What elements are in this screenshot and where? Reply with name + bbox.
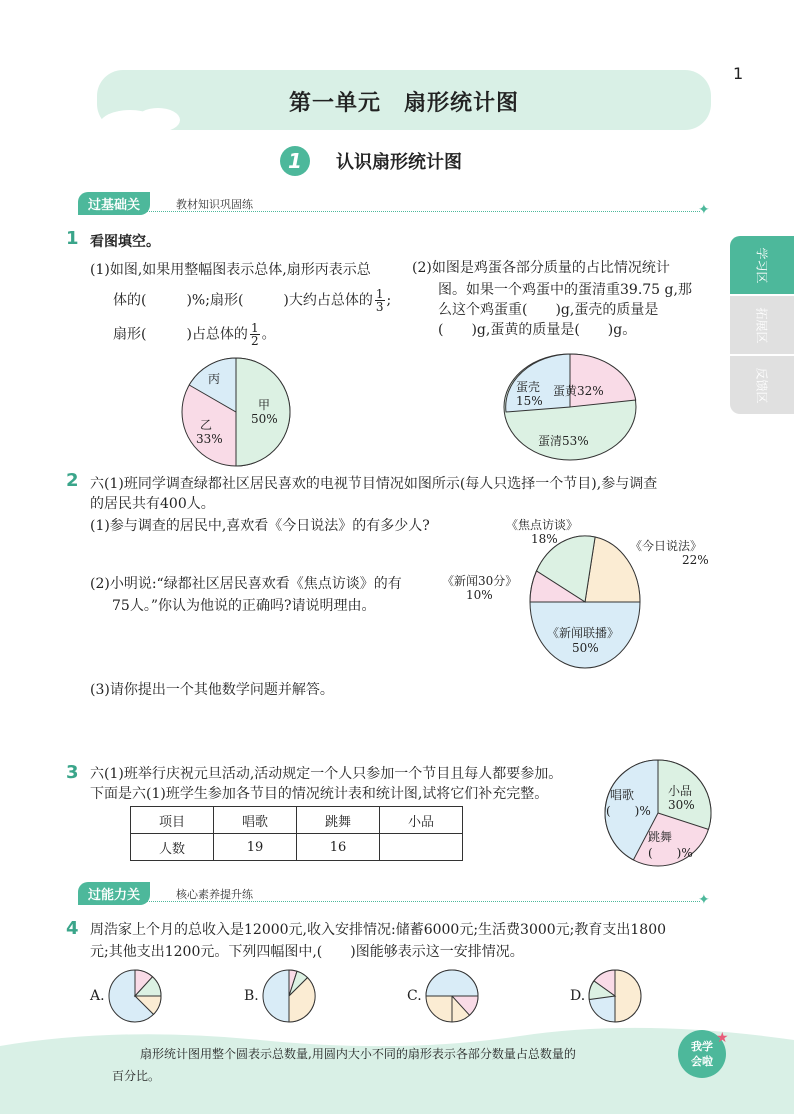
side-tab-feedback[interactable]: 反馈区	[730, 356, 794, 414]
question-number: 3	[66, 762, 79, 783]
q4-line2: 元;其他支出1200元。下列四幅图中,( )图能够表示这一安排情况。	[90, 944, 524, 960]
label-changge-pct: ( )%	[606, 804, 651, 818]
section-subtitle-basic: 教材知识巩固练	[176, 198, 253, 211]
section-subtitle-ability: 核心素养提升练	[176, 888, 253, 901]
table-header-cell: 唱歌	[214, 807, 297, 834]
star-icon: ✦	[698, 202, 710, 218]
label-tiaowu: 跳舞	[648, 830, 673, 844]
side-tab-study[interactable]: 学习区	[730, 236, 794, 294]
fraction-one-third: $\frac{1}{3}$	[375, 287, 384, 314]
stat-table	[130, 806, 463, 861]
table-row	[131, 834, 463, 861]
label-jia: 甲	[258, 398, 271, 412]
q2-sub2-line1: (2)小明说:“绿都社区居民喜欢看《焦点访谈》的有	[90, 576, 402, 592]
label-jinri: 《今日说法》	[630, 539, 703, 553]
table-row-label: 人数	[131, 834, 214, 861]
section-tag-basic: 过基础关	[78, 192, 150, 215]
label-white: 蛋清53%	[538, 434, 589, 448]
q1-part2-line1: (2)如图是鸡蛋各部分质量的占比情况统计	[412, 260, 670, 276]
q1-part2-line4: ( )g,蛋黄的质量是( )g。	[438, 322, 637, 338]
q1-part2-line3: 么这个鸡蛋重( )g,蛋壳的质量是	[438, 302, 659, 318]
table-header-cell: 跳舞	[297, 807, 380, 834]
q2-sub2-line2: 75人。”你认为他说的正确吗?请说明理由。	[112, 598, 376, 614]
label-xiaopin: 小品	[668, 784, 693, 798]
lesson-title: 认识扇形统计图	[336, 152, 462, 173]
table-row	[131, 807, 463, 834]
label-bing: 丙	[208, 372, 221, 386]
question-number: 4	[66, 918, 79, 939]
q1-part1-line3: 扇形( )占总体的 $\frac{1}{2}$ 。	[113, 321, 276, 348]
q2-sub3: (3)请你提出一个其他数学问题并解答。	[90, 682, 334, 698]
q1-part1-line1: (1)如图,如果用整幅图表示总体,扇形丙表示总	[90, 262, 371, 278]
side-tab-extend[interactable]: 拓展区	[730, 296, 794, 354]
label-shell-pct: 15%	[516, 394, 543, 408]
option-a-label[interactable]: A.	[90, 988, 105, 1004]
q1-part2-line2: 图。如果一个鸡蛋中的蛋清重39.75 g,那	[438, 282, 692, 298]
label-yolk: 蛋黄32%	[553, 384, 604, 398]
page-number: 1	[733, 64, 744, 83]
section-divider	[78, 211, 700, 212]
label-yi-pct: 33%	[196, 432, 223, 446]
label-lianbo: 《新闻联播》	[547, 626, 620, 640]
label-xinwen30: 《新闻30分》	[442, 574, 518, 588]
label-lianbo-pct: 50%	[572, 641, 599, 655]
fraction-one-half: $\frac{1}{2}$	[250, 321, 259, 348]
label-shell: 蛋壳	[516, 380, 541, 394]
option-d-label[interactable]: D.	[570, 988, 586, 1004]
table-cell: 16	[297, 834, 380, 861]
table-cell-blank[interactable]	[380, 834, 463, 861]
badge-learned: 我学 会啦	[678, 1030, 726, 1078]
option-a-pie[interactable]	[106, 968, 164, 1024]
q3-line2: 下面是六(1)班学生参加各节目的情况统计表和统计图,试将它们补充完整。	[90, 786, 549, 802]
slice-yolk	[570, 354, 636, 407]
option-b-label[interactable]: B.	[244, 988, 259, 1004]
question-title: 看图填空。	[90, 234, 160, 250]
label-jinri-pct: 22%	[682, 553, 709, 567]
q2-sub1: (1)参与调查的居民中,喜欢看《今日说法》的有多少人?	[90, 518, 430, 534]
label-changge: 唱歌	[610, 788, 635, 802]
q2-line1: 六(1)班同学调查绿都社区居民喜欢的电视节目情况如图所示(每人只选择一个节目),参与调查	[90, 476, 658, 492]
option-c-label[interactable]: C.	[407, 988, 422, 1004]
label-yi: 乙	[200, 418, 213, 432]
q3-line1: 六(1)班举行庆祝元旦活动,活动规定一个人只参加一个节目且每人都要参加。	[90, 766, 563, 782]
footer-note-line2: 百分比。	[112, 1069, 161, 1083]
question-number: 2	[66, 470, 79, 491]
label-jiaodian-pct: 18%	[531, 532, 558, 546]
label-tiaowu-pct: ( )%	[648, 846, 693, 860]
section-divider	[78, 901, 700, 902]
star-icon: ★	[716, 1030, 729, 1046]
lesson-number-badge: 1	[280, 146, 310, 176]
table-header-cell: 小品	[380, 807, 463, 834]
q4-line1: 周浩家上个月的总收入是12000元,收入安排情况:储蓄6000元;生活费3000元;教育支出1800	[90, 922, 667, 938]
star-icon: ✦	[698, 892, 710, 908]
label-jia-pct: 50%	[251, 412, 278, 426]
option-d-pie[interactable]	[586, 968, 644, 1024]
question-number: 1	[66, 228, 79, 249]
table-header-cell: 项目	[131, 807, 214, 834]
option-c-pie[interactable]	[423, 968, 481, 1024]
q1-part1-line2: 体的( )%;扇形( )大约占总体的 $\frac{1}{3}$ ;	[113, 287, 392, 314]
label-jiaodian: 《焦点访谈》	[506, 518, 579, 532]
q2-line2: 的居民共有400人。	[90, 496, 215, 512]
footer-note-line1: 扇形统计图用整个圆表示总数量,用圆内大小不同的扇形表示各部分数量占总数量的	[140, 1047, 576, 1061]
label-xinwen30-pct: 10%	[466, 588, 493, 602]
section-tag-ability: 过能力关	[78, 882, 150, 905]
unit-title: 第一单元 扇形统计图	[288, 91, 519, 116]
label-xiaopin-pct: 30%	[668, 798, 695, 812]
table-cell: 19	[214, 834, 297, 861]
option-b-pie[interactable]	[260, 968, 318, 1024]
